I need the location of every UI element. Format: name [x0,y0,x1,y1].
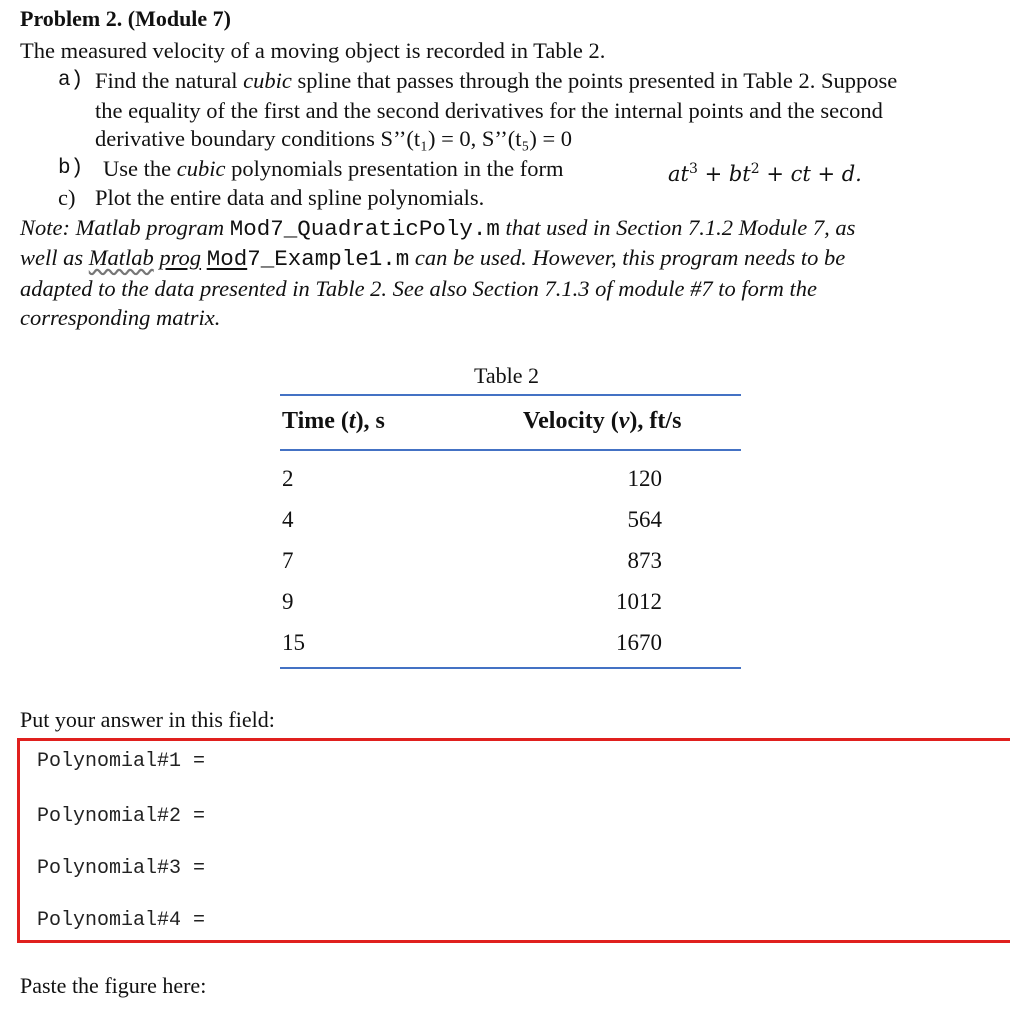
part-b-marker: b) [58,157,84,180]
table-cell-time: 4 [282,507,294,532]
table-cell-time: 9 [282,589,294,614]
table-cell-velocity: 120 [627,466,662,491]
part-c-text: Plot the entire data and spline polynomials. [95,185,485,210]
answer-label: Put your answer in this field: [20,707,275,732]
table-header-rule [280,449,741,451]
table-cell-velocity: 873 [627,548,662,573]
table-cell-time: 2 [282,466,294,491]
paste-figure-label: Paste the figure here: [20,973,207,998]
table-header-time: Time (t), s [282,408,385,434]
problem-title: Problem 2. (Module 7) [20,6,232,31]
note-line1: Note: Matlab program Mod7_QuadraticPoly.m that used in Section 7.1.2 Module 7, as [20,215,856,242]
part-a-marker: a) [58,69,84,92]
table-cell-time: 7 [282,548,294,573]
polynomial-2-label: Polynomial#2 = [37,805,206,828]
table-cell-time: 15 [282,630,305,655]
part-b-text: Use the cubic polynomials presentation in the form [103,156,564,181]
note-line2: well as Matlab prog Mod7_Example1.m can be used. However, this program needs to be [20,245,846,272]
note-line3: adapted to the data presented in Table 2. See also Section 7.1.3 of module #7 to form the [20,276,817,301]
part-a-line1: Find the natural cubic spline that passes through the points presented in Table 2. Suppose [95,68,898,93]
part-a-line3: derivative boundary conditions S’’(t₁) = 0, S’’(t₅) = 0 [95,126,573,151]
polynomial-1-label: Polynomial#1 = [37,750,206,773]
polynomial-4-label: Polynomial#4 = [37,909,206,932]
table-cell-velocity: 564 [627,507,662,532]
table-cell-velocity: 1012 [616,589,662,614]
note-line4: corresponding matrix. [20,305,221,330]
table-bottom-rule [280,667,741,669]
matlab-prog-link[interactable]: prog [159,245,202,270]
part-a-line2: the equality of the first and the second derivatives for the internal points and the second [95,98,883,123]
part-b-formula: $at^3 + bt^2$ + ct + d. [668,161,862,186]
table-header-velocity: Velocity (v), ft/s [523,408,682,434]
table-caption: Table 2 [474,363,540,388]
table-top-rule [280,394,741,396]
part-c-marker: c) [58,185,76,210]
polynomial-3-label: Polynomial#3 = [37,857,206,880]
problem-intro: The measured velocity of a moving object is recorded in Table 2. [20,38,606,63]
table-cell-velocity: 1670 [616,630,662,655]
